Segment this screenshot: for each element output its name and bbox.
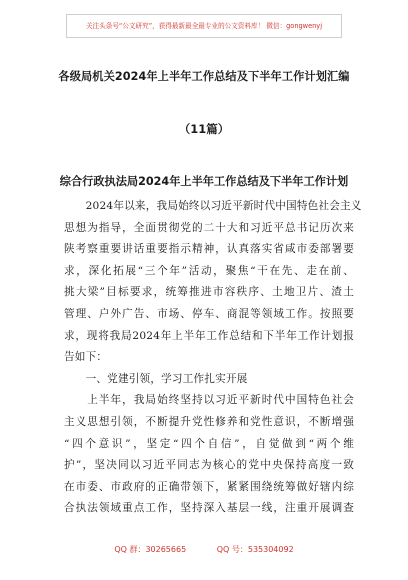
body-line: 主义思想引领，不断提升党性修养和党性意识，不断增强 <box>64 415 354 428</box>
body-line: 告如下： <box>64 351 108 364</box>
section-title: 综合行政执法局2024年上半年工作总结及下半年工作计划 <box>59 175 349 188</box>
body-line: 护”，坚决同以习近平同志为核心的党中央保持高度一致 <box>64 459 354 472</box>
body-line: 2024年以来，我局始终以习近平新时代中国特色社会主义 <box>64 200 362 212</box>
body-line: 陕考察重要讲话重要指示精神，认真落实省咸市委部署要 <box>64 243 354 256</box>
header-banner: 关注头条号“公文研究”，获得最新最全最专业的公文资料库！ 微信：gongwenyj <box>66 14 342 38</box>
body-line: “四个意识”，坚定“四个自信”，自觉做到“两个维 <box>64 437 354 450</box>
footer-contact <box>0 544 408 555</box>
article-count: （11篇） <box>178 122 230 136</box>
body-line: 在市委、市政府的正确带领下，紧紧围绕统筹做好辖内综 <box>64 480 354 493</box>
body-line: 一、党建引领，学习工作扎实开展 <box>64 372 248 385</box>
body-text <box>64 196 362 520</box>
qq-group: QQ 群：30265665 <box>114 545 187 554</box>
body-line: 挑大梁”目标要求，统筹推进市容秩序、土地卫片、渣土 <box>64 286 354 299</box>
body-line: 求，深化拓展“三个年”活动，聚焦“干在先、走在前、 <box>64 264 354 277</box>
body-line: 上半年，我局始终坚持以习近平新时代中国特色社会 <box>64 394 354 407</box>
qq-number: QQ 号：535304092 <box>216 545 294 554</box>
document-title: 各级局机关2024年上半年工作总结及下半年工作计划汇编 <box>58 70 350 83</box>
body-line: 管理、户外广告、市场、停车、商混等领域工作。按照要 <box>64 307 354 320</box>
body-line: 求，现将我局2024年上半年工作总结和下半年工作计划报 <box>64 329 354 342</box>
body-line: 合执法领域重点工作，坚持深入基层一线，注重开展调查 <box>64 502 354 515</box>
body-line: 思想为指导，全面贯彻党的二十大和习近平总书记历次来 <box>64 221 354 234</box>
